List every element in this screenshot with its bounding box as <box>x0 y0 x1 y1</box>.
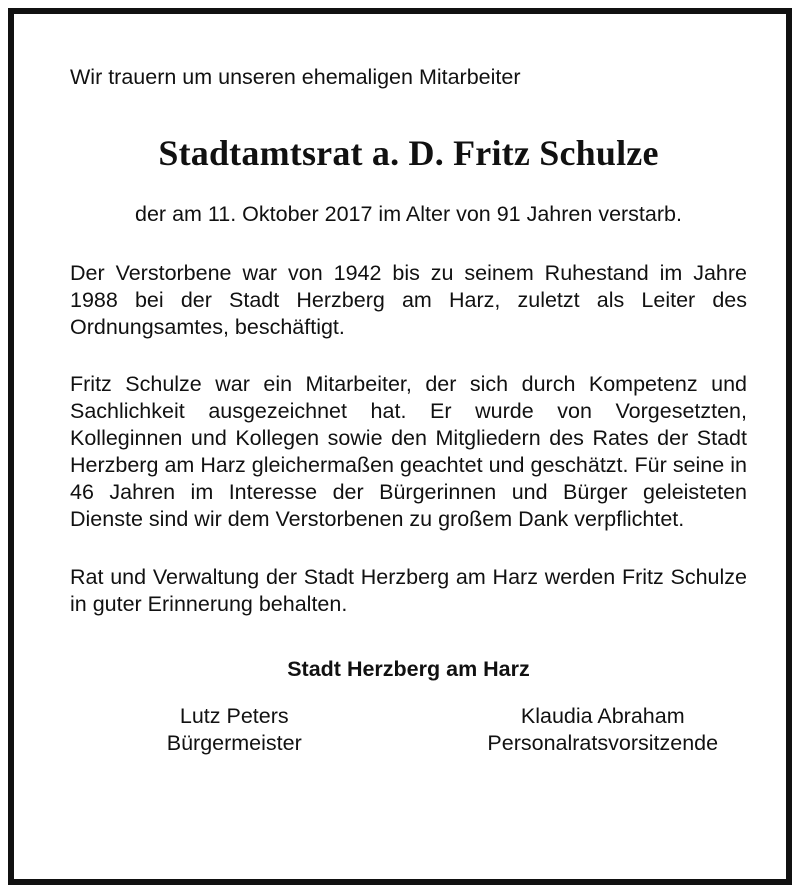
deceased-name: Stadtamtsrat a. D. Fritz Schulze <box>158 133 659 173</box>
tribute-paragraph: Fritz Schulze war ein Mitarbeiter, der sich durch Kompetenz und Sachlichkeit ausgezeichnet hat. Er wurde von Vorgesetzten, Kolleginnen und Kollegen sowie den Mitgliedern des Rates der Stadt Herzberg am Harz gleichermaßen geachtet und geschätzt. Für seine in 46 Jahren im Interesse der Bürgerinnen und Bürger geleisteten Dienste sind wir dem Verstorbenen zu großem Dank verpflichtet. <box>70 372 747 531</box>
signers <box>70 703 747 757</box>
signer-staff-council <box>419 703 788 757</box>
career-paragraph: Der Verstorbene war von 1942 bis zu seinem Ruhestand im Jahre 1988 bei der Stadt Herzberg am Harz, zuletzt als Leiter des Ordnungsamtes, beschäftigt. <box>70 261 747 339</box>
signer-role: Personalratsvorsitzende <box>487 731 719 755</box>
remembrance-paragraph: Rat und Verwaltung der Stadt Herzberg am Harz werden Fritz Schulze in guter Erinnerung behalten. <box>70 565 747 616</box>
signer-name: Lutz Peters <box>179 704 289 728</box>
intro-text: Wir trauern um unseren ehemaligen Mitarbeiter <box>70 65 521 89</box>
death-date-text: der am 11. Oktober 2017 im Alter von 91 Jahren verstarb. <box>135 202 682 226</box>
signer-role: Bürgermeister <box>166 731 302 755</box>
notice-frame <box>8 8 792 885</box>
signer-name: Klaudia Abraham <box>520 704 685 728</box>
signing-organization: Stadt Herzberg am Harz <box>287 657 530 681</box>
signer-mayor <box>50 703 419 757</box>
notice-content <box>70 64 747 757</box>
